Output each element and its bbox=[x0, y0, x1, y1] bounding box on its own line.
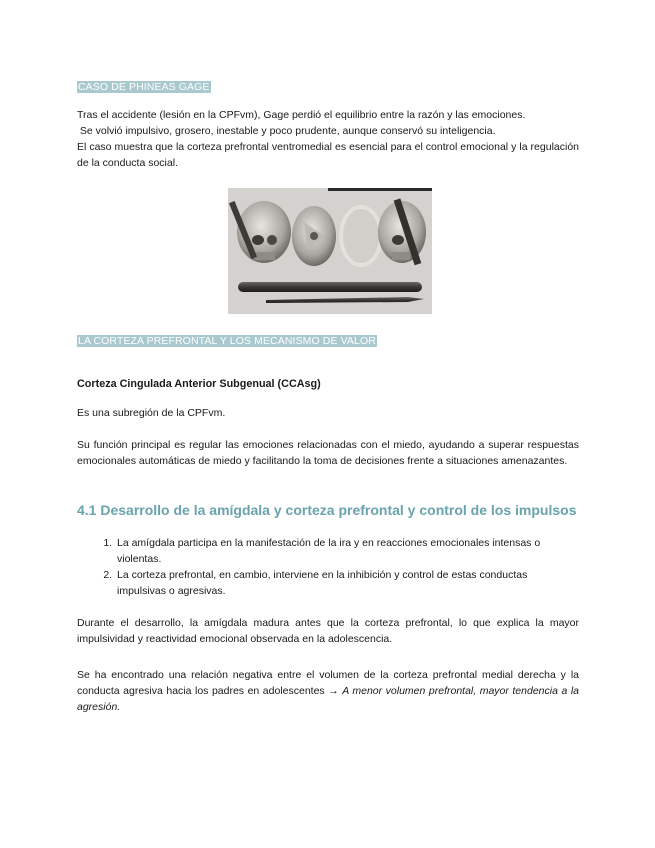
phineas-line-2: Se volvió impulsivo, grosero, inestable y poco prudente, aunque conservó su inteligencia. bbox=[77, 125, 496, 137]
phineas-line-1: Tras el accidente (lesión en la CPFvm), Gage perdió el equilibrio entre la razón y las emociones. bbox=[77, 109, 526, 121]
phineas-gage-skull-photo bbox=[228, 188, 432, 314]
section-heading-corteza: LA CORTEZA PREFRONTAL Y LOS MECANISMO DE VALOR bbox=[78, 335, 376, 347]
ccasg-paragraph-2: Su función principal es regular las emociones relacionadas con el miedo, ayudando a superar respuestas emocionales automáticas de miedo y facilitando la toma de decisiones frente a situaciones amenazantes. bbox=[77, 439, 579, 467]
phineas-line-3: El caso muestra que la corteza prefrontal ventromedial es esencial para el control emocional y la regulación de la conducta social. bbox=[77, 141, 579, 169]
phineas-paragraph bbox=[77, 107, 579, 171]
section-heading-phineas: CASO DE PHINEAS GAGE bbox=[78, 81, 210, 93]
list-item: 2. La corteza prefrontal, en cambio, interviene en la inhibición y control de estas conductas impulsivas o agresivas. bbox=[115, 567, 579, 599]
volume-paragraph bbox=[77, 667, 579, 715]
impulse-list bbox=[77, 535, 579, 599]
list-item: 1. La amígdala participa en la manifestación de la ira y en reacciones emocionales intensas o violentas. bbox=[115, 535, 579, 567]
ccasg-paragraph-1: Es una subregión de la CPFvm. bbox=[77, 407, 226, 419]
development-paragraph: Durante el desarrollo, la amígdala madura antes que la corteza prefrontal, lo que explica la mayor impulsividad y reactividad emocional observada en la adolescencia. bbox=[77, 617, 579, 645]
section-heading-4-1: 4.1 Desarrollo de la amígdala y corteza prefrontal y control de los impulsos bbox=[77, 502, 577, 518]
volume-conclusion: A menor volumen prefrontal, mayor tendencia a la agresión. bbox=[77, 685, 580, 713]
ccasg-title: Corteza Cingulada Anterior Subgenual (CCAsg) bbox=[77, 378, 321, 390]
volume-text: Se ha encontrado una relación negativa entre el volumen de la corteza prefrontal medial derecha y la conducta agresiva hacia los padres en adolescentes → bbox=[77, 669, 579, 697]
